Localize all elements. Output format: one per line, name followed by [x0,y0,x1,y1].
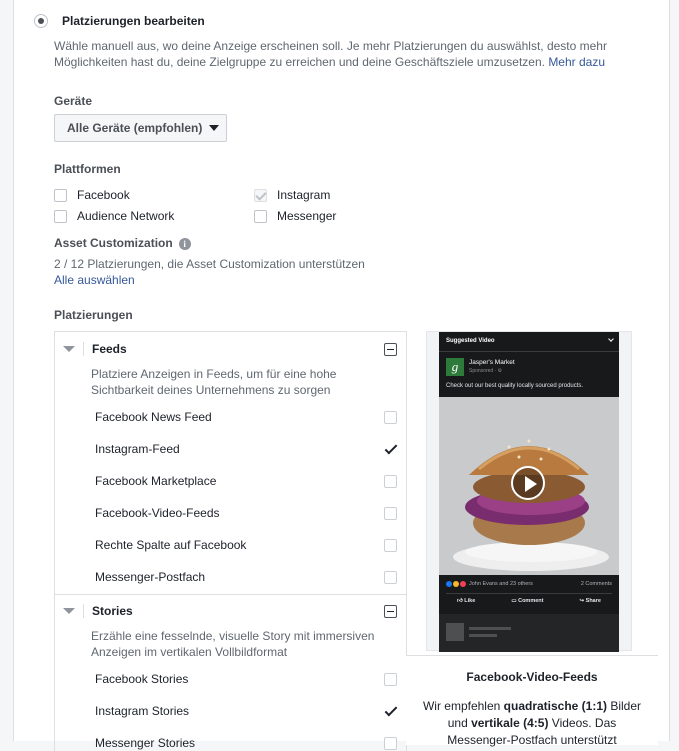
preview-header [439,332,619,350]
caption-text: Videos. Das Messenger-Postfach unterstützt [447,716,617,747]
placements-list [54,331,407,751]
devices-selected: Alle Geräte (empfohlen) [67,121,203,135]
next-post-placeholder [439,614,619,652]
instagram-checkbox[interactable] [254,189,267,202]
messenger-stories-checkbox[interactable] [384,737,397,750]
facebook-stories-checkbox[interactable] [384,673,397,686]
placement-item-messenger-stories: Messenger Stories [95,736,196,750]
facebook-news-feed-checkbox[interactable] [384,411,397,424]
comment-action [511,598,543,604]
collapse-triangle-icon[interactable] [63,346,75,352]
platform-label: Messenger [277,209,337,223]
caption-bold-text: vertikale (4:5) [471,716,549,730]
placement-item-messenger-inbox: Messenger-Postfach [95,570,206,584]
platforms-label: Plattformen [54,162,121,176]
select-all-link[interactable]: Alle auswählen [54,273,135,287]
sponsored-label: Sponsored · ⚙ [469,368,503,374]
messenger-checkbox[interactable] [254,210,267,223]
placements-description [54,38,624,70]
preview-caption-body [416,698,648,749]
placement-item-facebook-stories: Facebook Stories [95,672,189,686]
audience-network-checkbox[interactable] [54,210,67,223]
divider [439,351,619,352]
page-name: Jasper's Market [469,359,515,366]
share-label: Share [585,598,601,604]
share-icon: ↪ [579,598,586,604]
placements-label: Platzierungen [54,308,133,322]
platform-instagram[interactable] [254,188,330,202]
share-action [580,598,601,604]
divider [446,593,612,594]
divider [83,342,84,356]
reactions [446,581,533,587]
post-text: Check out our best quality locally sourced products. [446,383,584,389]
comments-count: 2 Comments [580,581,612,587]
haha-reaction-icon [453,581,459,587]
stories-group-toggle[interactable] [384,605,397,618]
video-thumbnail [439,397,619,575]
feeds-group-header[interactable] [55,334,406,364]
post-actions [439,598,619,604]
placement-item-facebook-news-feed: Facebook News Feed [95,410,212,424]
placement-item-facebook-video-feeds: Facebook-Video-Feeds [95,506,220,520]
devices-dropdown[interactable] [54,114,227,142]
platform-label: Instagram [277,188,331,202]
platform-label: Facebook [77,188,130,202]
placement-item-facebook-marketplace: Facebook Marketplace [95,474,217,488]
comment-icon: ▭ [511,598,519,604]
group-divider [55,594,406,595]
instagram-feed-checkbox[interactable] [384,443,397,456]
messenger-inbox-checkbox[interactable] [384,571,397,584]
placements-description-text: Wähle manuell aus, wo deine Anzeige erscheinen soll. Je mehr Platzierungen du auswählst, desto mehr Möglichkeiten hast du, deine Zielgruppe zu erreichen und deine Geschäftsziele umzusetzen. [54,39,607,69]
info-icon[interactable]: i [179,238,191,250]
placement-item-instagram-stories: Instagram Stories [95,704,190,718]
thumbs-up-icon: 👍︎ [457,598,465,604]
feeds-group-title: Feeds [92,342,127,356]
instagram-stories-checkbox[interactable] [384,705,397,718]
like-label: Like [464,598,476,604]
feeds-group-toggle[interactable] [384,343,397,356]
placements-panel [13,0,670,750]
comment-label: Comment [518,598,544,604]
ad-preview [426,331,632,651]
edit-placements-option[interactable] [34,14,205,28]
page-logo: g [446,358,464,376]
preview-header-text: Suggested Video [446,338,495,344]
edit-placements-label: Platzierungen bearbeiten [62,14,205,28]
facebook-checkbox[interactable] [54,189,67,202]
caret-down-icon [209,125,219,131]
chevron-down-icon [608,336,614,342]
asset-customization-label: Asset Customization [54,236,173,250]
asset-customization-heading [54,236,191,250]
collapse-triangle-icon[interactable] [63,608,75,614]
phone-mockup [439,332,619,652]
stories-group-title: Stories [92,604,133,618]
like-reaction-icon [446,581,452,587]
caption-text: Wir empfehlen [422,699,504,713]
preview-caption [406,655,658,745]
edit-placements-radio[interactable] [34,14,48,28]
like-action [457,598,475,604]
facebook-marketplace-checkbox[interactable] [384,475,397,488]
placeholder-line [469,627,511,630]
right-column-checkbox[interactable] [384,539,397,552]
platform-audience-network[interactable] [54,209,174,223]
stories-group-header[interactable] [55,596,406,626]
caption-text: Bilder und [447,699,642,730]
love-reaction-icon [460,581,466,587]
divider [83,604,84,618]
platform-messenger[interactable] [254,209,336,223]
preview-caption-title: Facebook-Video-Feeds [466,670,598,684]
asset-customization-status: 2 / 12 Platzierungen, die Asset Customization unterstützen [54,257,365,271]
caption-bold-text: quadratische (1:1) [503,699,608,713]
devices-label: Geräte [54,94,93,108]
play-icon[interactable] [511,466,545,500]
placeholder-avatar [446,623,464,641]
platform-label: Audience Network [77,209,175,223]
facebook-video-feeds-checkbox[interactable] [384,507,397,520]
feeds-group-description: Platziere Anzeigen in Feeds, um für eine hohe Sichtbarkeit deines Unternehmens zu sorgen [91,367,337,397]
placement-item-instagram-feed: Instagram-Feed [95,442,180,456]
placement-item-right-column: Rechte Spalte auf Facebook [95,538,247,552]
placeholder-line [469,634,497,637]
stories-group-description: Erzähle eine fesselnde, visuelle Story mit immersiven Anzeigen im vertikalen Vollbildformat [91,629,375,659]
reactions-text: John Evans and 23 others [469,581,533,587]
learn-more-link[interactable]: Mehr dazu [548,55,606,69]
platform-facebook[interactable] [54,188,130,202]
